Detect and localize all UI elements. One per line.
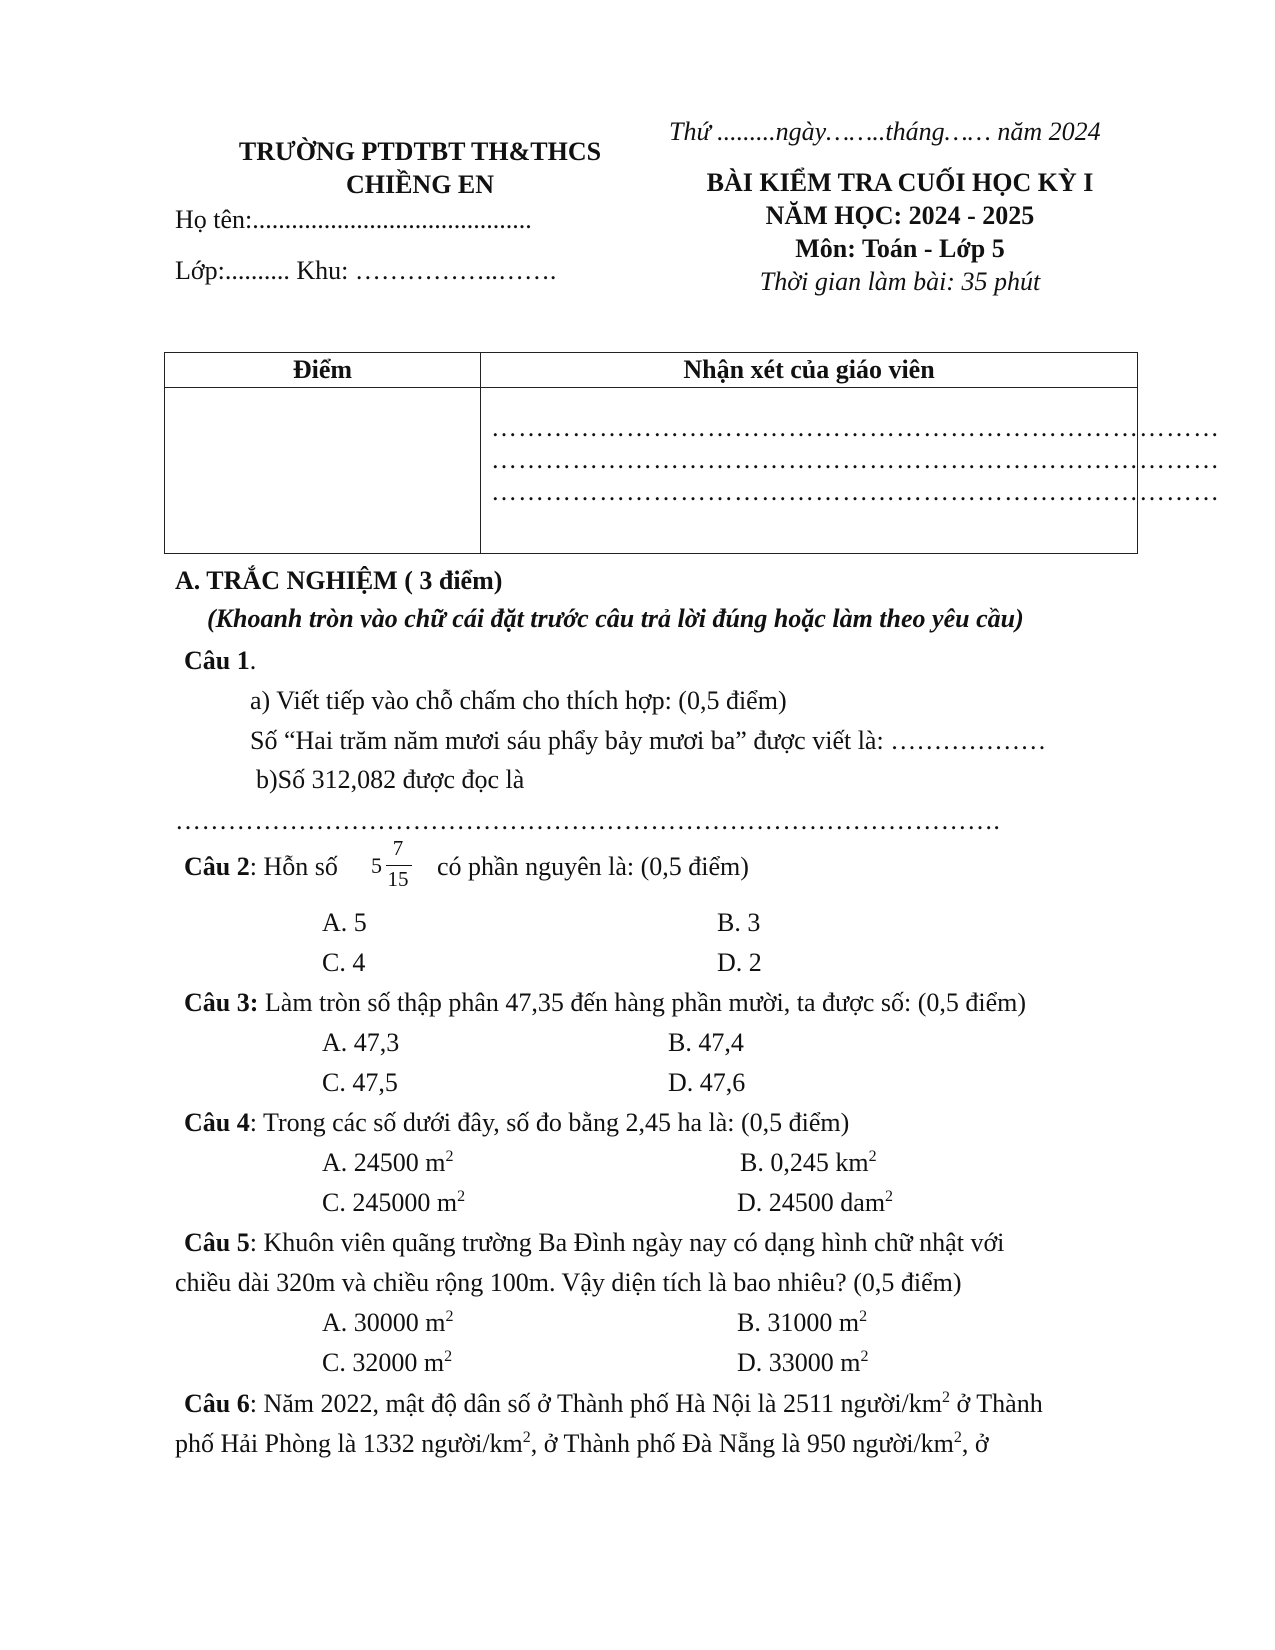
question-5-body: : Khuôn viên quãng trường Ba Đình ngày nay có dạng hình chữ nhật với (249, 1228, 1005, 1257)
question-6-text-line2 (175, 1429, 989, 1459)
exponent: 2 (444, 1348, 453, 1365)
subject: Môn: Toán - Lớp 5 (795, 234, 1005, 263)
comment-line[interactable]: ……………………………………………………………………… (491, 477, 1220, 506)
question-3-text (184, 988, 1026, 1018)
question-3-option-c[interactable]: C. 47,5 (322, 1068, 398, 1097)
question-2-option-d[interactable]: D. 2 (717, 948, 762, 977)
score-column-header: Điểm (292, 355, 353, 384)
question-5-option-a[interactable] (322, 1308, 454, 1338)
question-4-option-c[interactable] (322, 1188, 465, 1218)
question-4-option-d[interactable] (737, 1188, 893, 1218)
option-text: C. 245000 m (322, 1188, 458, 1217)
exponent: 2 (860, 1348, 869, 1365)
comment-line[interactable]: ……………………………………………………………………… (491, 445, 1220, 474)
question-1-answer-line[interactable]: …………………………………………………………………………………. (175, 806, 1001, 835)
option-text: A. 30000 m (322, 1308, 446, 1337)
question-3-option-d[interactable]: D. 47,6 (668, 1068, 746, 1097)
exponent: 2 (522, 1429, 531, 1446)
exponent: 2 (445, 1148, 454, 1165)
school-year: NĂM HỌC: 2024 - 2025 (765, 201, 1035, 230)
question-4-body: : Trong các số dưới đây, số đo bằng 2,45 ha là: (0,5 điểm) (249, 1108, 850, 1137)
question-3-body: Làm tròn số thập phân 47,35 đến hàng phần mười, ta được số: (0,5 điểm) (258, 988, 1027, 1017)
option-text: A. 24500 m (322, 1148, 446, 1177)
fraction-bar (386, 865, 412, 866)
question-5-text-line1 (184, 1228, 1004, 1258)
question-6-label: Câu 6 (184, 1389, 250, 1418)
question-1-label-suffix: . (249, 646, 257, 675)
option-text: B. 31000 m (737, 1308, 860, 1337)
comment-column-header: Nhận xét của giáo viên (683, 355, 935, 384)
exponent: 2 (885, 1188, 894, 1205)
mixed-number-fraction (382, 836, 414, 896)
section-a-instruction: (Khoanh tròn vào chữ cái đặt trước câu trả lời đúng hoặc làm theo yêu cầu) (207, 604, 1024, 633)
comment-line[interactable]: ……………………………………………………………………… (491, 413, 1220, 442)
question-1-label: Câu 1 (184, 646, 250, 675)
question-2-label: Câu 2 (184, 852, 250, 881)
fraction-numerator: 7 (392, 836, 404, 860)
mixed-number-whole: 5 (371, 853, 382, 878)
date-line: Thứ .........ngày……..tháng…… năm 2024 (669, 117, 1101, 146)
duration: Thời gian làm bài: 35 phút (759, 267, 1041, 296)
question-1-part-b: b)Số 312,082 được đọc là (256, 765, 525, 794)
option-text: D. 24500 dam (737, 1188, 886, 1217)
question-4-option-a[interactable] (322, 1148, 454, 1178)
question-5-label: Câu 5 (184, 1228, 250, 1257)
fraction-denominator: 15 (387, 867, 409, 891)
question-2-text-before: : Hỗn số (249, 852, 338, 881)
option-text: C. 32000 m (322, 1348, 445, 1377)
question-6-text-line1 (184, 1389, 1043, 1419)
question-3-option-b[interactable]: B. 47,4 (668, 1028, 744, 1057)
question-1-heading (184, 646, 256, 676)
exponent: 2 (457, 1188, 466, 1205)
question-5-option-c[interactable] (322, 1348, 452, 1378)
question-5-text-line2: chiều dài 320m và chiều rộng 100m. Vậy diện tích là bao nhiêu? (0,5 điểm) (175, 1268, 962, 1297)
question-2-text (184, 852, 338, 882)
student-name-field[interactable]: Họ tên:........................................... (175, 205, 532, 234)
school-name-line1: TRƯỜNG PTDTBT TH&THCS (238, 137, 602, 166)
question-3-label: Câu 3: (184, 988, 259, 1017)
question-6-text-part: , ở Thành phố Đà Nẵng là 950 người/km (530, 1429, 954, 1458)
exponent: 2 (868, 1148, 877, 1165)
question-1-part-a: a) Viết tiếp vào chỗ chấm cho thích hợp: (0,5 điểm) (250, 686, 787, 715)
question-4-text (184, 1108, 849, 1138)
option-text: B. 0,245 km (740, 1148, 869, 1177)
table-divider-horizontal (165, 387, 1137, 388)
school-name-line2: CHIỀNG EN (345, 170, 495, 199)
question-6-text-part: : Năm 2022, mật độ dân số ở Thành phố Hà Nội là 2511 người/km (249, 1389, 942, 1418)
exponent: 2 (445, 1308, 454, 1325)
question-5-option-b[interactable] (737, 1308, 867, 1338)
question-1-part-a-text: Số “Hai trăm năm mươi sáu phẩy bảy mươi ba” được viết là: ……………… (250, 726, 1047, 755)
exam-title: BÀI KIỂM TRA CUỐI HỌC KỲ I (706, 168, 1094, 197)
exponent: 2 (953, 1429, 962, 1446)
score-table (164, 352, 1220, 554)
question-4-label: Câu 4 (184, 1108, 250, 1137)
class-field[interactable]: Lớp:.......... Khu: ……………..……. (175, 256, 557, 285)
exponent: 2 (942, 1389, 950, 1406)
question-4-option-b[interactable] (740, 1148, 877, 1178)
question-3-option-a[interactable]: A. 47,3 (322, 1028, 400, 1057)
question-6-text-part: , ở (961, 1429, 989, 1458)
question-6-text-part: phố Hải Phòng là 1332 người/km (175, 1429, 523, 1458)
question-2-text-after: có phần nguyên là: (0,5 điểm) (437, 852, 749, 881)
exponent: 2 (859, 1308, 868, 1325)
question-5-option-d[interactable] (737, 1348, 869, 1378)
section-a-title: A. TRẮC NGHIỆM ( 3 điểm) (175, 566, 503, 595)
question-6-text-part: ở Thành (950, 1389, 1043, 1418)
question-2-option-b[interactable]: B. 3 (717, 908, 761, 937)
question-2-option-a[interactable]: A. 5 (322, 908, 367, 937)
option-text: D. 33000 m (737, 1348, 861, 1377)
question-2-option-c[interactable]: C. 4 (322, 948, 366, 977)
